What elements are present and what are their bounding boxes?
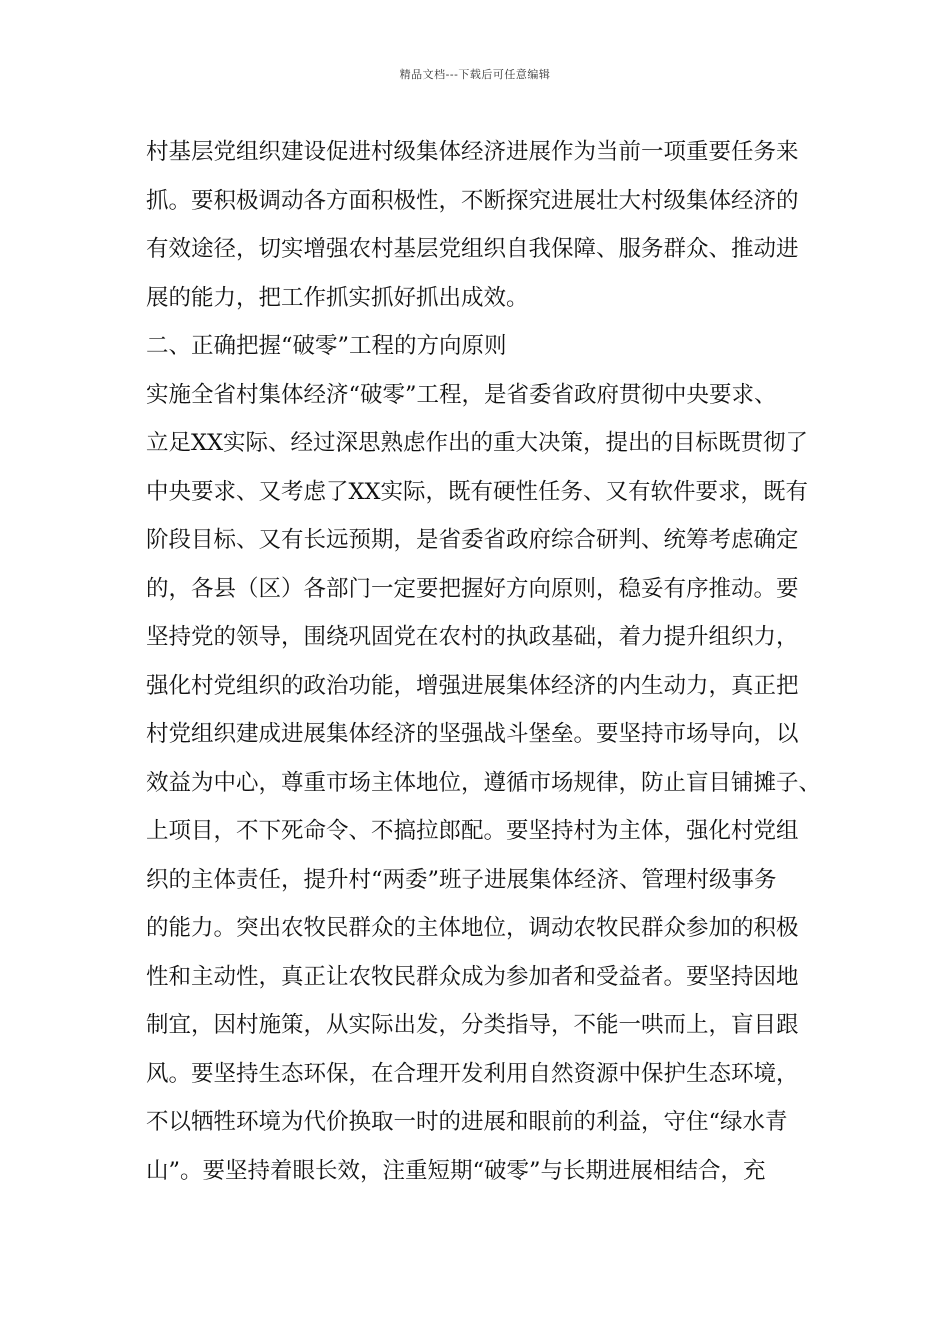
text-line-4: 展的能力，把工作抓实抓好抓出成效。 [146, 284, 529, 311]
text-line-16: 织的主体责任，提升村“两委”班子进展集体经济、管理村级事务 [146, 866, 777, 893]
text-line-6: 实施全省村集体经济“破零”工程，是省委省政府贯彻中央要求、 [146, 381, 777, 408]
text-line-17: 的能力。突出农牧民群众的主体地位，调动农牧民群众参加的积极 [146, 915, 799, 941]
text-line-3: 有效途径，切实增强农村基层党组织自我保障、服务群众、推动进 [146, 236, 799, 262]
text-line-13: 村党组织建成进展集体经济的坚强战斗堡垒。要坚持市场导向，以 [146, 721, 799, 747]
text-line-11: 坚持党的领导，围绕巩固党在农村的执政基础，着力提升组织力， [146, 624, 799, 650]
text-line-18: 性和主动性，真正让农牧民群众成为参加者和受益者。要坚持因地 [146, 963, 799, 990]
text-line-7: 立足XX实际、经过深思熟虑作出的重大决策，提出的目标既贯彻了 [146, 430, 809, 456]
text-line-15: 上项目，不下死命令、不搞拉郎配。要坚持村为主体，强化村党组 [146, 818, 799, 844]
text-line-10: 的，各县（区）各部门一定要把握好方向原则，稳妥有序推动。要 [146, 575, 799, 602]
text-line-20: 风。要坚持生态环保，在合理开发利用自然资源中保护生态环境， [146, 1060, 799, 1087]
text-line-14: 效益为中心，尊重市场主体地位，遵循市场规律，防止盲目铺摊子、 [146, 769, 822, 796]
text-line-22: 山”。要坚持着眼长效，注重短期“破零”与长期进展相结合，充 [146, 1157, 766, 1184]
text-line-2: 抓。要积极调动各方面积极性，不断探究进展壮大村级集体经济的 [146, 187, 799, 214]
page-header: 精品文档---下载后可任意编辑 [399, 68, 551, 81]
text-line-19: 制宜，因村施策，从实际出发，分类指导，不能一哄而上，盲目跟 [146, 1012, 799, 1038]
section-heading: 二、正确把握“破零”工程的方向原则 [146, 333, 507, 359]
text-line-21: 不以牺牲环境为代价换取一时的进展和眼前的利益，守住“绿水青 [146, 1109, 788, 1135]
text-line-1: 村基层党组织建设促进村级集体经济进展作为当前一项重要任务来 [146, 139, 799, 165]
text-line-9: 阶段目标、又有长远预期，是省委省政府综合研判、统筹考虑确定 [146, 527, 799, 553]
text-line-12: 强化村党组织的政治功能，增强进展集体经济的内生动力，真正把 [146, 672, 799, 699]
document-body [146, 128, 822, 1195]
text-line-8: 中央要求、又考虑了XX实际，既有硬性任务、又有软件要求，既有 [146, 478, 809, 505]
